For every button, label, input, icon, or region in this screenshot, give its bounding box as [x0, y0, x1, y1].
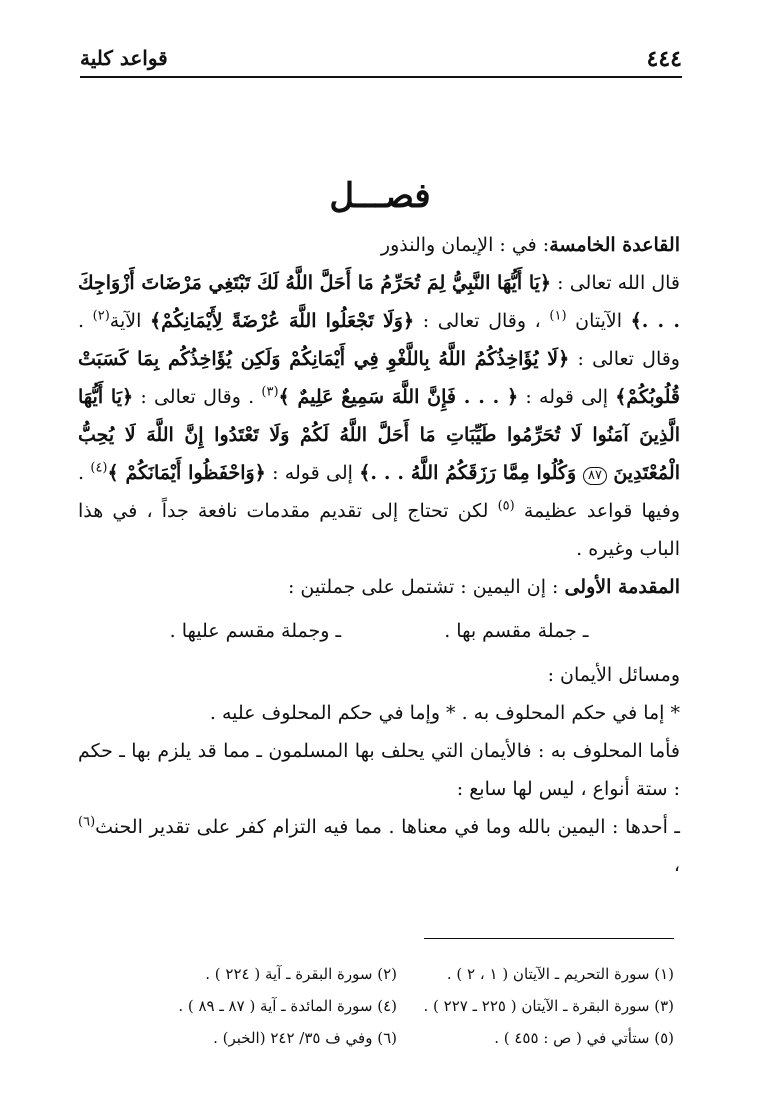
verses-paragraph	[78, 264, 680, 568]
text-run: . وقال تعالى :	[133, 386, 262, 408]
footnote-2: (٢) سورة البقرة ـ آية ( ٢٢٤ ) .	[205, 965, 397, 983]
quran-verse: ﴿ . . . فَإِنَّ اللَّهَ سَمِيعٌ عَلِيمٌ ﴾	[278, 386, 519, 408]
text-run: الآيتان	[566, 310, 631, 332]
intro-paragraph	[78, 568, 680, 606]
footnote-ref: (٥)	[497, 498, 515, 514]
masail-line: ومسائل الأيمان :	[547, 664, 680, 686]
body-text	[78, 226, 680, 884]
footnote-4: (٤) سورة المائدة ـ آية ( ٨٧ ـ ٨٩ ) .	[178, 997, 397, 1015]
text-run: لكن تحتاج إلى تقديم مقدمات نافعة جداً ، في هذا الباب وغيره .	[78, 500, 680, 560]
page-number: ٤٤٤	[646, 46, 682, 72]
footnote-divider	[424, 938, 674, 939]
first-type-paragraph	[78, 808, 680, 884]
text-run: قال الله تعالى :	[551, 272, 681, 294]
quran-verse: ﴿يَا أَيُّهَا النَّبِيُّ لِمَ تُحَرِّمُ مَا أَحَلَّ اللَّهُ لَكَ تَبْتَغِي مَرْضَاتَ أَزْوَاجِكَ . . .﴾	[78, 272, 680, 332]
text-run: . وقال تعالى :	[78, 310, 680, 370]
text-run: الآية	[109, 310, 150, 332]
book-title: قواعد كلية	[80, 46, 168, 70]
sentence-sworn-by: ـ جملة مقسم بها .	[444, 620, 589, 642]
text-run: إلى قوله :	[518, 386, 616, 408]
header-divider	[80, 76, 682, 78]
text-run: ، وقال تعالى :	[414, 310, 550, 332]
footnote-ref: (٢)	[92, 308, 110, 324]
sentence-sworn-upon: ـ وجملة مقسم عليها .	[169, 620, 342, 642]
footnote-row	[120, 958, 674, 990]
footnote-ref: (٣)	[261, 384, 279, 400]
rule-heading-text: : في : الإيمان والنذور	[380, 234, 550, 256]
footnotes	[120, 958, 674, 1054]
text-run: ،	[673, 854, 680, 876]
footnote-ref: (٦)	[78, 814, 96, 830]
intro-text: : إن اليمين : تشتمل على جملتين :	[287, 576, 565, 598]
footnote-row	[120, 1022, 674, 1054]
quran-verse: وَكُلُوا مِمَّا رَزَقَكُمُ اللَّهُ . . .﴾	[359, 462, 584, 484]
rule-heading-label: القاعدة الخامسة	[549, 234, 680, 256]
either-line: * إما في حكم المحلوف به . * وإما في حكم المحلوف عليه .	[209, 702, 680, 724]
footnote-row	[120, 990, 674, 1022]
quran-verse: ﴿وَاحْفَظُوا أَيْمَانَكُمْ ﴾	[107, 462, 266, 484]
two-sentences-row	[78, 612, 680, 650]
aya-number-marker: ٨٧	[583, 467, 607, 485]
footnote-3: (٣) سورة البقرة ـ الآيتان ( ٢٢٥ ـ ٢٢٧ ) .	[423, 997, 674, 1015]
quran-verse: ﴿وَلَا تَجْعَلُوا اللَّهَ عُرْضَةً لِأَيْمَانِكُمْ﴾	[150, 310, 415, 332]
quran-verse: ﴿لَا يُؤَاخِذُكُمُ اللَّهُ بِاللَّغْوِ فِي أَيْمَانِكُمْ وَلَكِن يُؤَاخِذُكُم بِمَا كَسَبَتْ قُلُوبُكُمْ﴾	[78, 348, 680, 408]
chapter-title: فصـــل	[329, 176, 431, 216]
footnote-5: (٥) ستأتي في ( ص : ٤٥٥ ) .	[494, 1029, 674, 1047]
footnote-ref: (١)	[549, 308, 567, 324]
text-run: إلى قوله :	[265, 462, 360, 484]
first-type-text: ـ أحدها : اليمين بالله وما في معناها . مما فيه التزام كفر على تقدير الحنث	[95, 816, 680, 838]
footnote-ref: (٤)	[90, 460, 108, 476]
footnote-1: (١) سورة التحريم ـ الآيتان ( ١ ، ٢ ) .	[446, 965, 674, 983]
page-header	[80, 44, 682, 74]
quran-verse: ﴿يَا أَيُّهَا الَّذِينَ آمَنُوا لَا تُحَرِّمُوا طَيِّبَاتِ مَا أَحَلَّ اللَّهُ لَكُمْ وَلَا تَعْتَدُوا إِنَّ اللَّهَ لَا يُحِبُّ الْمُعْتَدِينَ	[78, 386, 680, 484]
intro-label: المقدمة الأولى	[564, 576, 680, 598]
footnote-6: (٦) وفي ف ٣٥/ ٢٤٢ (الخبر) .	[213, 1029, 397, 1047]
text-run: . وفيها قواعد عظيمة	[78, 462, 680, 522]
mahluf-paragraph: فأما المحلوف به : فالأيمان التي يحلف بها المسلمون ـ مما قد يلزم بها ـ حكم : ستة أنواع ، ليس لها سابع :	[78, 740, 680, 800]
rule-heading-paragraph	[78, 226, 680, 264]
